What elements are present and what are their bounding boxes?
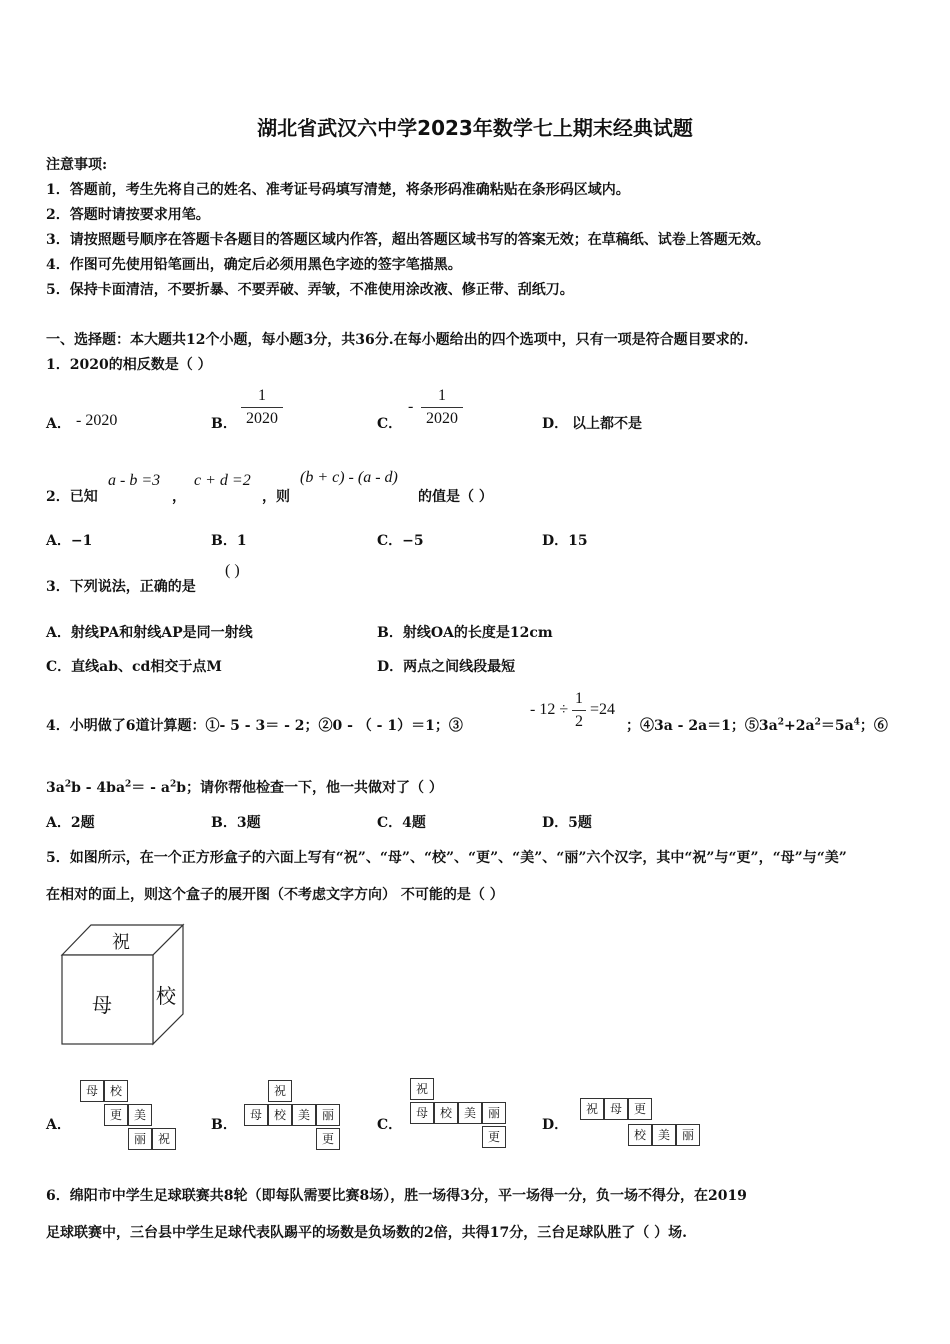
q1-option-d-label: D． [542,416,569,432]
net-cell: 美 [128,1104,152,1126]
q2-expression-2: c + d =2 [194,472,251,489]
q2-option-d: D．15 [542,533,588,549]
q4-suffix-c: ＝5a [820,718,854,734]
question-4-stem-prefix: 4．小明做了6道计算题：①- 5 - 3＝ - 2；②0 - （ - 1）＝1；③ [46,718,463,734]
q2-stem-suffix: 的值是（ ） [418,489,493,505]
q5-option-b-label: B． [211,1117,237,1133]
q4-line2-exp-1: 2 [64,779,72,790]
q1-option-c-label: C． [377,416,403,432]
notice-item: 2．答题时请按要求用笔。 [46,207,210,223]
question-5-line-1: 5．如图所示，在一个正方形盒子的六面上写有“祝”、“母”、“校”、“更”、“美”、“丽”六个汉字，其中“祝”与“更”，“母”与“美” [46,850,847,866]
net-cell: 丽 [128,1128,152,1150]
fraction-denominator: 2 [575,713,583,730]
q4-suffix-a: ；④3a - 2a＝1；⑤3a [626,718,778,734]
q4-line2-d: b；请你帮他检查一下，他一共做对了（ ） [176,780,443,796]
q1-option-b-fraction [241,386,283,429]
q2-comma: ， [172,489,186,505]
net-cell: 美 [292,1104,316,1126]
q1-option-a-value: - 2020 [76,412,118,429]
net-cell: 母 [410,1102,434,1124]
net-cell: 母 [244,1104,268,1126]
cube-front-face: 母 [92,993,112,1017]
q2-stem-mid: ，则 [262,489,290,505]
page-title: 湖北省武汉六中学2023年数学七上期末经典试题 [257,116,693,140]
q2-expression-1: a - b =3 [108,472,161,489]
net-cell: 丽 [482,1102,506,1124]
net-cell: 母 [604,1098,628,1120]
q4-line2-c: ＝ - a [131,780,170,796]
net-cell: 更 [316,1128,340,1150]
q4-line2-b: b - 4ba [71,780,126,796]
question-6-line-1: 6．绵阳市中学生足球联赛共8轮（即每队需要比赛8场），胜一场得3分，平一场得一分，负一场不得分，在2019 [46,1188,747,1204]
question-3-stem: 3．下列说法，正确的是 [46,579,196,595]
net-cell: 祝 [152,1128,176,1150]
q4-line2-exp-2: 2 [125,779,132,790]
q4-option-a: A．2题 [46,815,95,831]
q4-option-c: C．4题 [377,815,426,831]
fraction-numerator: 1 [575,690,583,707]
net-cell: 更 [104,1104,128,1126]
question-5-line-2: 在相对的面上，则这个盒子的展开图（不考虑文字方向） 不可能的是（ ） [46,887,504,903]
net-cell: 母 [80,1080,104,1102]
q3-option-a: A．射线PA和射线AP是同一射线 [46,625,253,641]
q5-option-d-label: D． [542,1117,569,1133]
fraction-numerator: 1 [438,387,446,404]
net-cell: 校 [434,1102,458,1124]
net-cell: 祝 [410,1078,434,1100]
question-2-stem-prefix: 2．已知 [46,489,98,505]
net-cell: 校 [628,1124,652,1146]
cube-side-face: 校 [156,984,176,1008]
q5-option-c-label: C． [377,1117,403,1133]
q4-exponent-2b: 2 [814,717,821,728]
notice-item: 1．答题前，考生先将自己的姓名、准考证号码填写清楚，将条形码准确粘贴在条形码区域内。 [46,182,630,198]
net-cell: 美 [652,1124,676,1146]
cube-figure [58,922,188,1047]
net-cell: 丽 [316,1104,340,1126]
q1-option-d-text: 以上都不是 [572,416,642,432]
q4-line2-a: 3a [46,780,65,796]
section-heading: 一、选择题：本大题共12个小题，每小题3分，共36分.在每小题给出的四个选项中，只有一项是符合题目要求的. [46,332,749,348]
q1-option-c-sign: - [408,398,414,415]
q2-option-b: B．1 [211,533,247,549]
net-cell: 校 [268,1104,292,1126]
q4-suffix-b: +2a [784,718,815,734]
q1-option-b-label: B． [211,416,237,432]
q3-option-b: B．射线OA的长度是12cm [377,625,553,641]
notice-item: 5．保持卡面清洁，不要折暴、不要弄破、弄皱，不准使用涂改液、修正带、刮纸刀。 [46,282,574,298]
q3-option-c: C．直线ab、cd相交于点M [46,659,222,675]
q1-option-a-label: A． [46,416,71,432]
q4-stem-suffix [626,715,888,735]
q4-line2-exp-3: 2 [169,779,177,790]
q3-option-d: D．两点之间线段最短 [377,659,516,675]
question-1-stem: 1．2020的相反数是（ ） [46,357,212,373]
q4-exponent-2: 2 [777,717,785,728]
net-cell: 美 [458,1102,482,1124]
q4-fraction-left: - 12 ÷ [530,701,569,718]
net-cell: 祝 [268,1080,292,1102]
q3-paren: ( ) [225,562,240,579]
net-cell: 更 [482,1126,506,1148]
q4-exponent-4: 4 [853,717,860,728]
q4-fraction [572,689,586,732]
cube-top-face: 祝 [112,932,130,953]
q4-fraction-right: =24 [590,701,616,718]
q4-option-b: B．3题 [211,815,261,831]
q2-option-a: A．−1 [46,533,93,549]
net-cell: 校 [104,1080,128,1102]
fraction-denominator: 2020 [426,410,458,427]
q5-option-a-label: A． [46,1117,71,1133]
fraction-denominator: 2020 [246,410,278,427]
q2-option-c: C．−5 [377,533,424,549]
q4-suffix-d: ；⑥ [859,718,888,734]
question-6-line-2: 足球联赛中，三台县中学生足球代表队踢平的场数是负场数的2倍，共得17分，三台足球队胜了（ ）场. [46,1225,687,1241]
notice-heading: 注意事项: [46,157,108,173]
notice-item: 4．作图可先使用铅笔画出，确定后必须用黑色字迹的签字笔描黑。 [46,257,462,273]
net-cell: 丽 [676,1124,700,1146]
notice-item: 3．请按照题号顺序在答题卡各题目的答题区域内作答，超出答题区域书写的答案无效；在草稿纸、试卷上答题无效。 [46,232,770,248]
q2-expression-3: (b + c) - (a - d) [300,469,398,486]
q4-option-d: D．5题 [542,815,592,831]
q1-option-c-fraction [421,386,463,429]
net-cell: 祝 [580,1098,604,1120]
fraction-numerator: 1 [258,387,266,404]
net-cell: 更 [628,1098,652,1120]
question-4-line-2 [46,777,443,797]
